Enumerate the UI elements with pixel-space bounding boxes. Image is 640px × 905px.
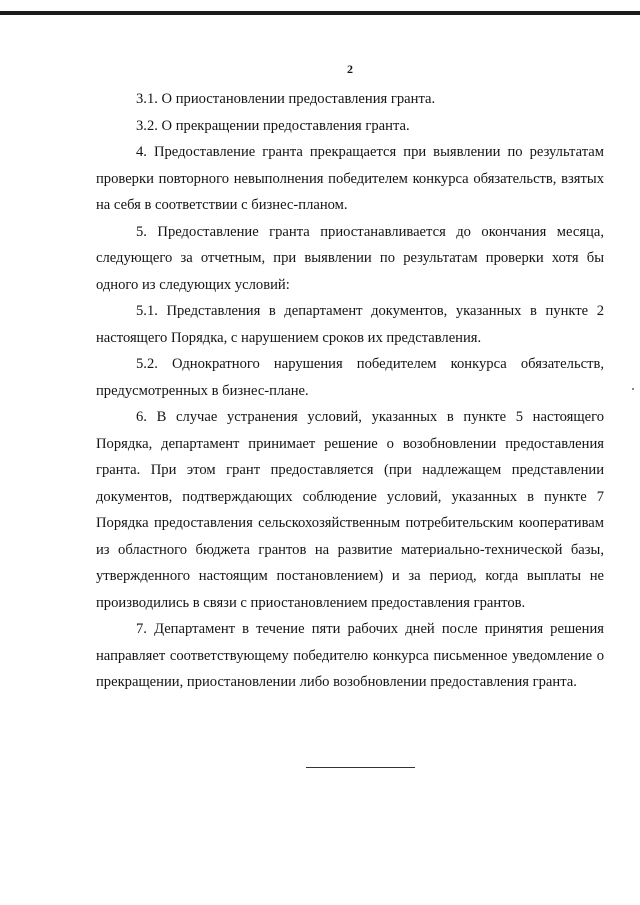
paragraph-3-1: 3.1. О приостановлении предоставления гранта. — [136, 91, 436, 107]
paragraph-6: 6. В случае устранения условий, указанных в пункте 5 настоящего Порядка, департамент принимает решение о возобновлении предоставления гранта. При этом грант предоставляется (при надлежащем представлении документов, подтверждающих соблюдение условий, указанных в пункте 7 Порядка предоставления сельскохозяйственным потребительским кооперативам из областного бюджета грантов на развитие материально-технической базы, утвержденного настоящим постановлением) и за период, когда выплаты не производились в связи с приостановлением предоставления грантов. — [96, 409, 604, 611]
page-number: 2 — [347, 62, 353, 76]
top-border-line — [0, 11, 640, 15]
scan-speck — [632, 388, 634, 390]
document-body — [96, 86, 604, 696]
paragraph-5: 5. Предоставление гранта приостанавливается до окончания месяца, следующего за отчетным, при выявлении по результатам проверки хотя бы одного из следующих условий: — [96, 223, 604, 293]
paragraph-7: 7. Департамент в течение пяти рабочих дней после принятия решения направляет соответствующему победителю конкурса письменное уведомление о прекращении, приостановлении либо возобновлении предоставления гранта. — [96, 621, 604, 690]
paragraph-5-1: 5.1. Представления в департамент документов, указанных в пункте 2 настоящего Порядка, с нарушением сроков их представления. — [96, 303, 604, 346]
paragraph-3-2: 3.2. О прекращении предоставления гранта. — [136, 117, 410, 134]
paragraph-4: 4. Предоставление гранта прекращается при выявлении по результатам проверки повторного невыполнения победителем конкурса обязательств, взятых на себя в соответствии с бизнес-планом. — [96, 144, 604, 213]
end-of-text-line — [306, 767, 415, 768]
paragraph-5-2: 5.2. Однократного нарушения победителем конкурса обязательств, предусмотренных в бизнес-плане. — [96, 356, 604, 399]
